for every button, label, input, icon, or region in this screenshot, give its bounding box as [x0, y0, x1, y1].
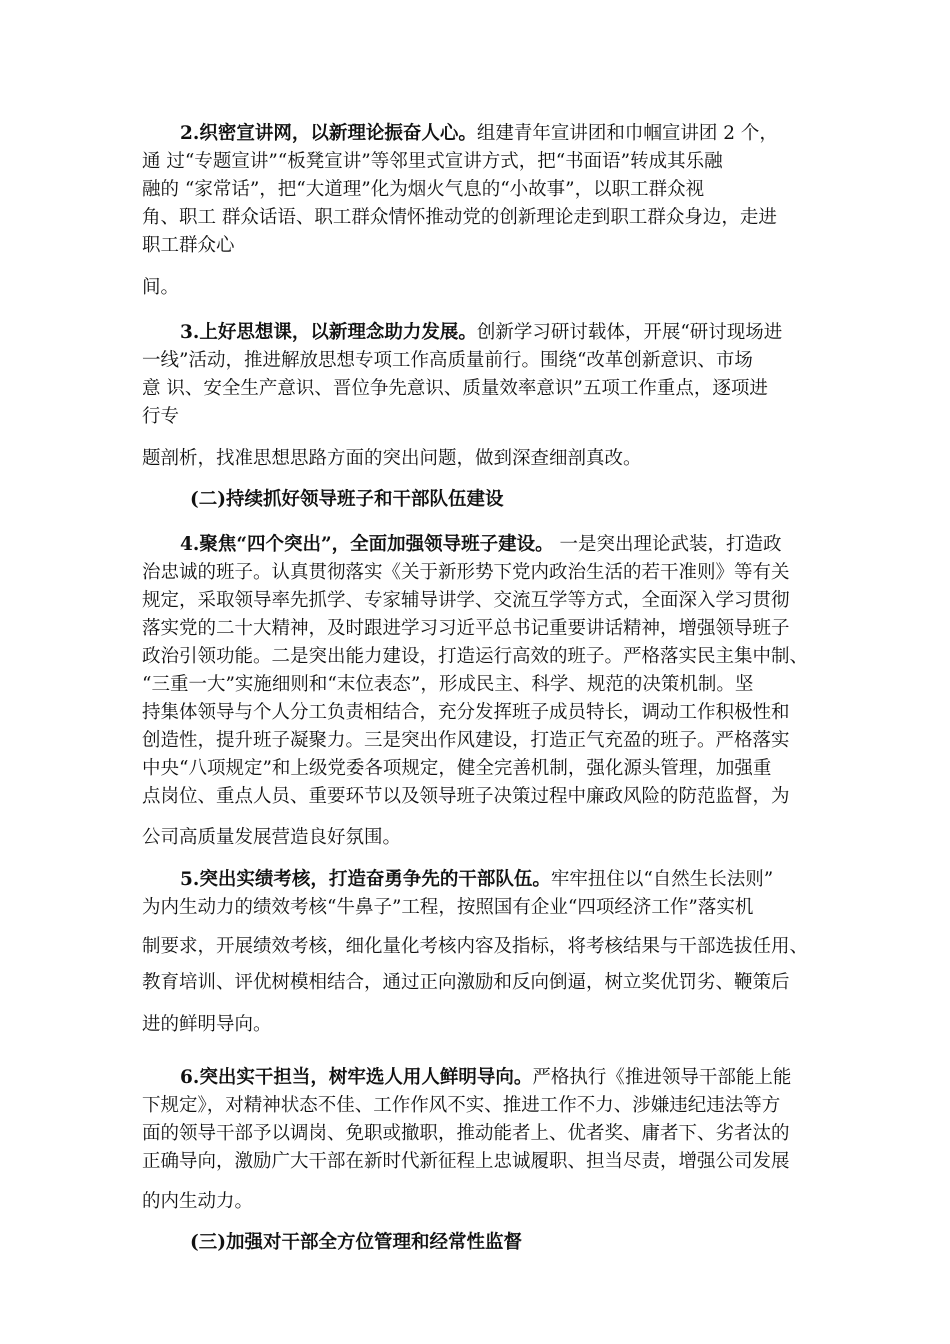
section-heading-text: (二)持续抓好领导班子和干部队伍建设 — [190, 489, 504, 510]
section-heading — [190, 488, 812, 512]
paragraph-text: 融的 “家常话”，把“大道理”化为烟火气息的“小故事”，以职工群众视 — [142, 179, 705, 200]
paragraph-line — [142, 150, 812, 174]
paragraph-text: 下规定》，对精神状态不佳、工作作风不实、推进工作不力、涉嫌违纪违法等方 — [142, 1095, 781, 1116]
paragraph-line — [142, 617, 812, 641]
paragraph-heading: 2.织密宣讲网，以新理论振奋人心。 — [180, 123, 477, 144]
paragraph-line — [142, 935, 812, 959]
section-heading-text: (三)加强对干部全方位管理和经常性监督 — [190, 1232, 523, 1253]
paragraph-line — [142, 785, 812, 809]
paragraph-heading: 6.突出实干担当，树牢选人用人鲜明导向。 — [180, 1067, 533, 1088]
paragraph-text: 正确导向，激励广大干部在新时代新征程上忠诚履职、担当尽责，增强公司发展 — [142, 1151, 790, 1172]
paragraph-line — [142, 178, 812, 202]
paragraph-text: “三重一大”实施细则和“末位表态”，形成民主、科学、规范的决策机制。坚 — [142, 674, 754, 695]
paragraph-line — [142, 729, 812, 753]
paragraph-text: 为内生动力的绩效考核“牛鼻子”工程，按照国有企业“四项经济工作”落实机 — [142, 897, 754, 918]
paragraph-line — [142, 1190, 812, 1214]
paragraph-line — [142, 447, 812, 471]
paragraph-text: 角、职工 群众话语、职工群众情怀推动党的创新理论走到职工群众身边，走进 — [142, 207, 777, 228]
paragraph-text: 的内生动力。 — [142, 1191, 254, 1212]
paragraph-line — [142, 561, 812, 585]
paragraph-text: 行专 — [142, 406, 180, 427]
paragraph-text: 政治引领功能。二是突出能力建设，打造运行高效的班子。严格落实民主集中制、 — [142, 646, 809, 667]
paragraph-line — [142, 234, 812, 258]
paragraph-line — [142, 673, 812, 697]
paragraph-text: 进的鲜明导向。 — [142, 1014, 272, 1035]
section-heading — [190, 1231, 812, 1255]
paragraph-text: 组建青年宣讲团和巾帼宣讲团 2 个， — [476, 123, 778, 144]
paragraph-text: 一线”活动，推进解放思想专项工作高质量前行。围绕“改革创新意识、市场 — [142, 350, 753, 371]
paragraph-text: 间。 — [142, 277, 180, 298]
paragraph-line — [142, 896, 812, 920]
paragraph-line — [142, 1094, 812, 1118]
paragraph-line — [142, 276, 812, 300]
paragraph-text: 创造性，提升班子凝聚力。三是突出作风建设，打造正气充盈的班子。严格落实 — [142, 730, 790, 751]
paragraph-line — [142, 405, 812, 429]
paragraph-text: 规定，采取领导率先抓学、专家辅导讲学、交流互学等方式，全面深入学习贯彻 — [142, 590, 790, 611]
paragraph-text: 创新学习研讨载体，开展“研讨现场进 — [476, 322, 783, 343]
paragraph-text: 意 识、安全生产意识、晋位争先意识、质量效率意识”五项工作重点，逐项进 — [142, 378, 768, 399]
paragraph-line — [142, 826, 812, 850]
paragraph-line — [142, 1013, 812, 1037]
paragraph-text: 公司高质量发展营造良好氛围。 — [142, 827, 402, 848]
paragraph-line — [180, 1066, 812, 1090]
paragraph-text: 中央“八项规定”和上级党委各项规定，健全完善机制，强化源头管理，加强重 — [142, 758, 772, 779]
paragraph-line — [142, 971, 812, 995]
paragraph-line — [142, 377, 812, 401]
paragraph-line — [142, 1150, 812, 1174]
paragraph-text: 严格执行《推进领导干部能上能 — [532, 1067, 792, 1088]
paragraph-line — [142, 701, 812, 725]
paragraph-line — [142, 1122, 812, 1146]
paragraph-text: 通 过“专题宣讲”“板凳宣讲”等邻里式宣讲方式，把“书面语”转成其乐融 — [142, 151, 723, 172]
paragraph-text: 牢牢扭住以“自然生长法则” — [550, 869, 774, 890]
paragraph-heading: 4.聚焦“四个突出”，全面加强领导班子建设。 — [180, 534, 554, 555]
paragraph-line — [142, 206, 812, 230]
paragraph-line — [180, 122, 812, 146]
paragraph-line — [180, 868, 812, 892]
paragraph-text: 教育培训、评优树模相结合，通过正向激励和反向倒逼，树立奖优罚劣、鞭策后 — [142, 972, 790, 993]
paragraph-text: 持集体领导与个人分工负责相结合，充分发挥班子成员特长，调动工作积极性和 — [142, 702, 790, 723]
paragraph-text: 落实党的二十大精神，及时跟进学习习近平总书记重要讲话精神，增强领导班子 — [142, 618, 790, 639]
paragraph-text: 面的领导干部予以调岗、免职或撤职，推动能者上、优者奖、庸者下、劣者汰的 — [142, 1123, 790, 1144]
paragraph-heading: 5.突出实绩考核，打造奋勇争先的干部队伍。 — [180, 869, 551, 890]
paragraph-line — [142, 757, 812, 781]
paragraph-line — [142, 589, 812, 613]
paragraph-text: 一是突出理论武装，打造政 — [553, 534, 782, 555]
paragraph-line — [142, 645, 812, 669]
paragraph-text: 制要求，开展绩效考核，细化量化考核内容及指标，将考核结果与干部选拔任用、 — [142, 936, 809, 957]
paragraph-text: 题剖析，找准思想思路方面的突出问题，做到深查细剖真改。 — [142, 448, 642, 469]
paragraph-line — [142, 349, 812, 373]
paragraph-heading: 3.上好思想课，以新理念助力发展。 — [180, 322, 477, 343]
paragraph-text: 点岗位、重点人员、重要环节以及领导班子决策过程中廉政风险的防范监督，为 — [142, 786, 790, 807]
paragraph-line — [180, 321, 812, 345]
paragraph-text: 职工群众心 — [142, 235, 235, 256]
paragraph-line — [180, 533, 812, 557]
paragraph-text: 治忠诚的班子。认真贯彻落实《关于新形势下党内政治生活的若干准则》等有关 — [142, 562, 790, 583]
